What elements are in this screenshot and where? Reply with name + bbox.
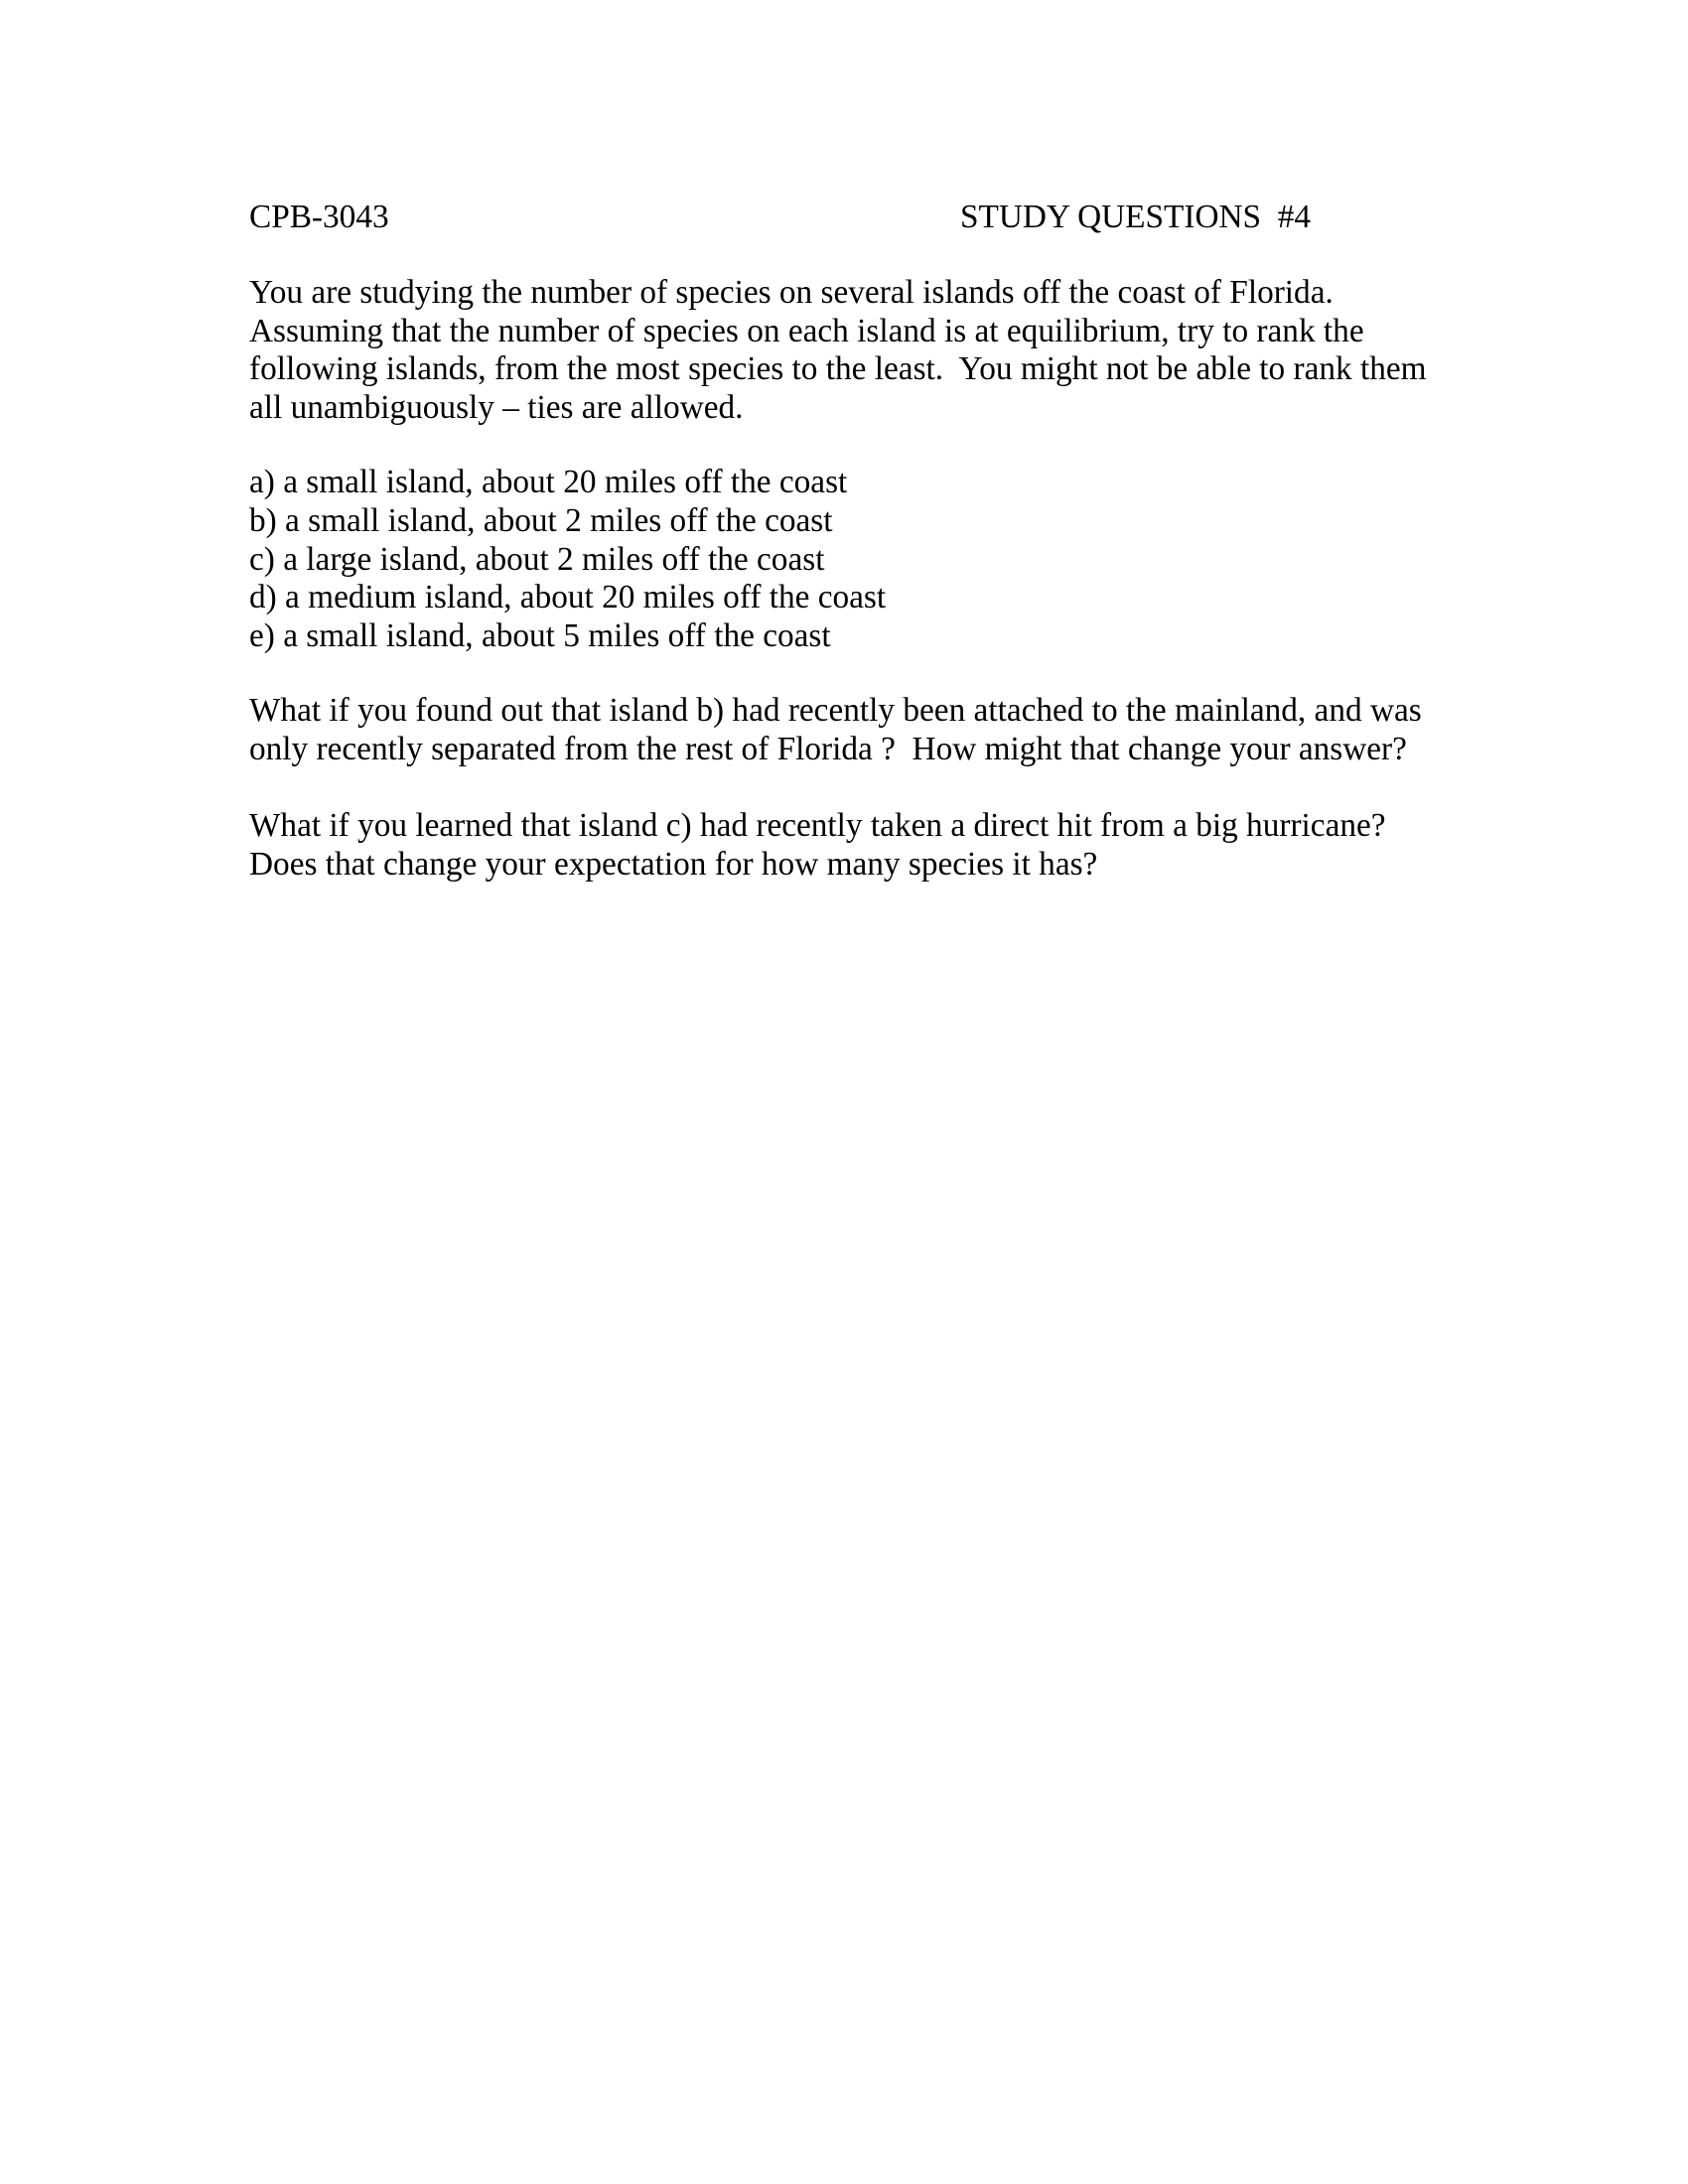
island-item-c: c) a large island, about 2 miles off the coast xyxy=(249,541,825,578)
course-code: CPB-3043 xyxy=(249,199,389,235)
question-2-line: What if you found out that island b) had recently been attached to the mainland, and was xyxy=(249,692,1422,729)
intro-line: Assuming that the number of species on each island is at equilibrium, try to rank the xyxy=(249,313,1364,349)
document-title: STUDY QUESTIONS #4 xyxy=(960,199,1312,235)
island-item-d: d) a medium island, about 20 miles off the coast xyxy=(249,579,887,615)
island-item-a: a) a small island, about 20 miles off the coast xyxy=(249,464,848,500)
intro-line: You are studying the number of species on several islands off the coast of Florida. xyxy=(249,274,1334,311)
question-3-line: What if you learned that island c) had recently taken a direct hit from a big hurricane? xyxy=(249,807,1386,844)
intro-line: all unambiguously – ties are allowed. xyxy=(249,389,744,426)
question-3-line: Does that change your expectation for how many species it has? xyxy=(249,846,1098,883)
island-item-e: e) a small island, about 5 miles off the coast xyxy=(249,617,831,654)
question-2-line: only recently separated from the rest of Florida ? How might that change your answer? xyxy=(249,731,1407,767)
intro-line: following islands, from the most species to the least. You might not be able to rank them xyxy=(249,350,1427,387)
island-item-b: b) a small island, about 2 miles off the coast xyxy=(249,502,833,539)
